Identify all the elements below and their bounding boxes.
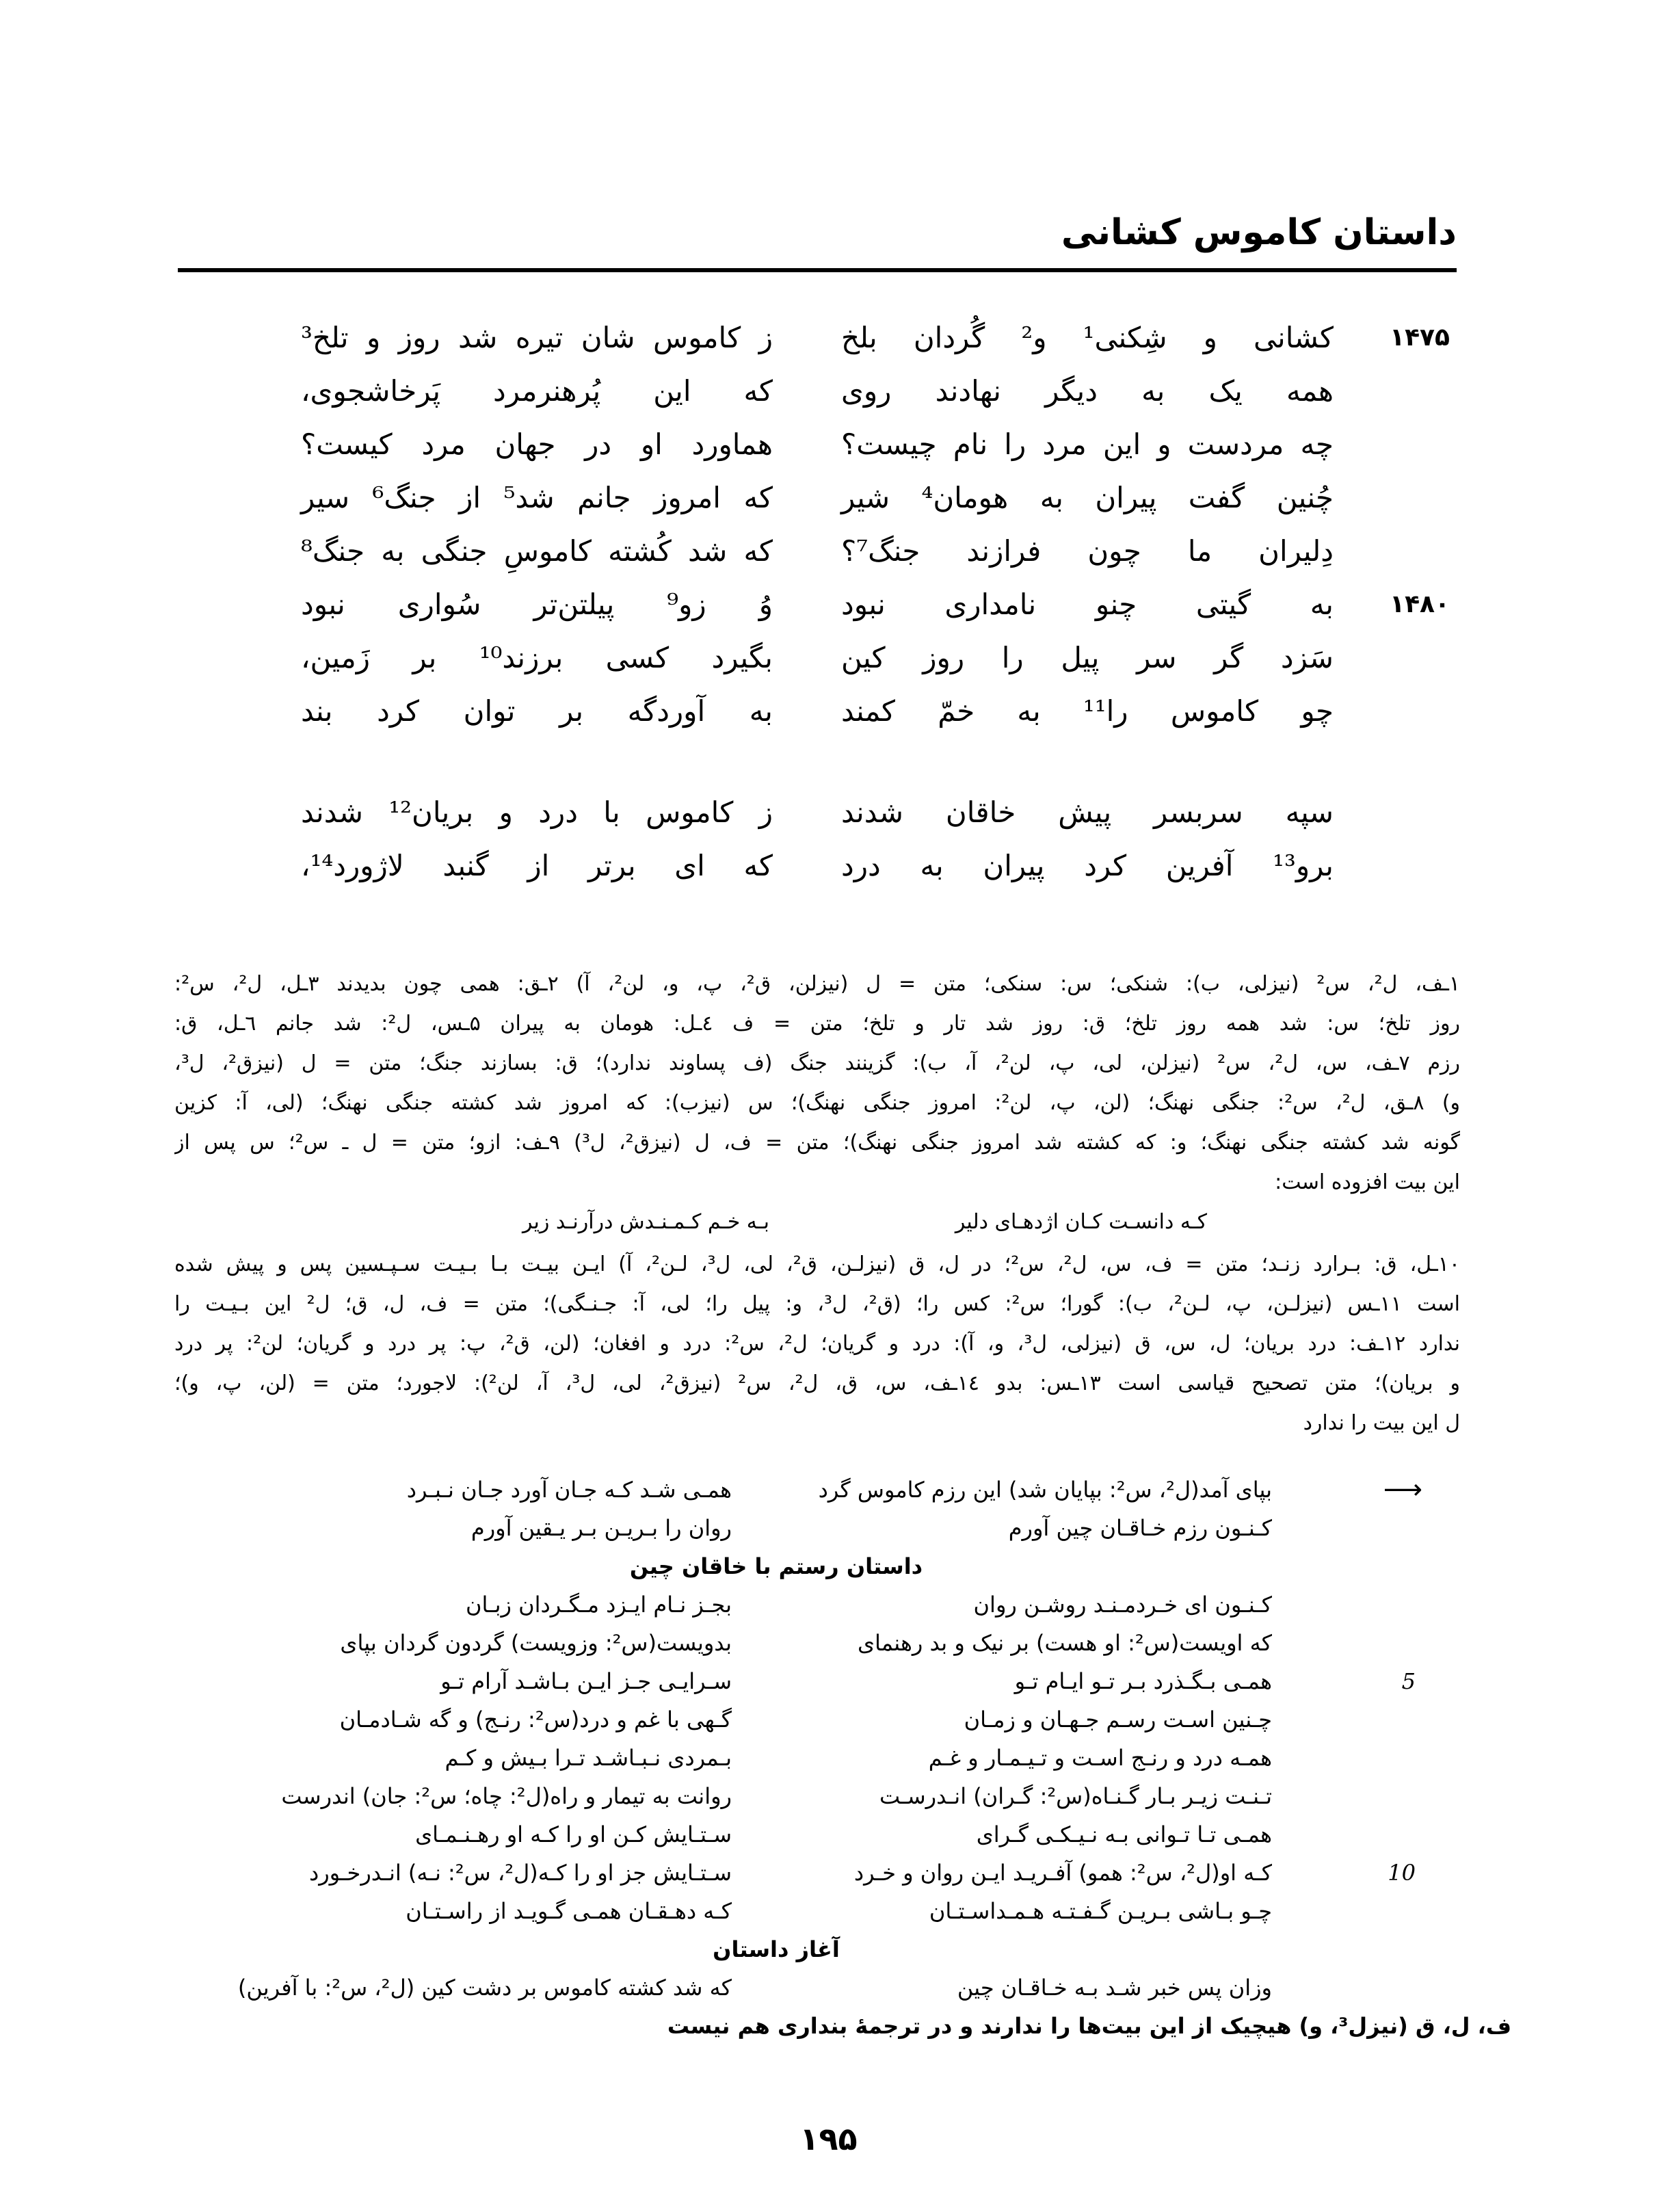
verse-row	[301, 685, 1477, 738]
footnotes	[174, 964, 1460, 1443]
appendix-row	[260, 1471, 1470, 1509]
hemistich-second: روان را بـریـن بـر یـقین آورم	[470, 1515, 732, 1541]
arrow-right-icon: ⟶	[1383, 1474, 1422, 1505]
main-verses	[301, 311, 1477, 893]
line-marker: 10	[1388, 1860, 1416, 1886]
verse-hemistich-first: سَزد گر سر پیل را روز کین	[841, 641, 1334, 674]
verse-row	[301, 365, 1477, 418]
appendix-row	[260, 1854, 1470, 1892]
hemistich-second: گـهی با غم و درد(س²: رنـج) و گه شـادمـان	[339, 1707, 732, 1733]
verse-hemistich-second: که این پُرهنرمرد پَرخاشجوی،	[301, 374, 773, 408]
hemistich-first: همـه درد و رنـج اسـت و تـیـمـار و غـم	[928, 1745, 1272, 1771]
editorial-note: ف، ل، ق (نیزل³، و) هیچیک از این بیت‌ها را ندارند و در ترجمهٔ بنداری هم نیست	[667, 2013, 1511, 2039]
footnote-line: و) ۸ـق، ل²، س²: جنگی نهنگ؛ (لن، پ، لن²: امروز جنگی نهنگ)؛ س (نیزب): که امروز شد کشته جنگی نهنگ؛ (لی، آ: کزین	[174, 1091, 1460, 1115]
verse-hemistich-first: به گیتی چنو نامداری نبود	[841, 588, 1334, 621]
verse-row	[301, 418, 1477, 471]
hemistich-second: همـی شـد کـه جـان آورد جـان نـبـرد	[406, 1477, 732, 1503]
verse-row	[301, 525, 1477, 578]
verse-row	[301, 578, 1477, 631]
verse-row	[301, 839, 1477, 893]
verse-hemistich-first: دِلیران ما چون فرازند جنگ⁷؟	[841, 534, 1334, 568]
page-number: ۱۹۵	[799, 2120, 858, 2157]
appendix-row	[260, 1739, 1470, 1777]
footnote-line: و بریان)؛ متن تصحیح قیاسی است ۱۳ـس: بدو ۱٤ـف، س، ق، ل²، س² (نیزق²، لی، ل³، آ، لن²): لاجورد؛ متن = (لن، پ، و)؛	[174, 1371, 1460, 1395]
verse-hemistich-first: چُنین گفت پیران به هومان⁴ شیر	[841, 481, 1334, 514]
hemistich-first: کـنـون ای خـردمـنـد روشـن روان	[973, 1592, 1272, 1618]
verse-hemistich-second: به آوردگه بر توان کرد بند	[301, 694, 773, 728]
page-header	[178, 205, 1457, 271]
appendix-row	[260, 1892, 1470, 1930]
appendix-row	[260, 1700, 1470, 1739]
verse-hemistich-first: چو کاموس را¹¹ به خمّ کمند	[841, 694, 1334, 728]
section-title: آغاز داستان	[713, 1936, 840, 1962]
verse-row	[301, 786, 1477, 839]
verse-hemistich-second: وُ زو⁹ پیلتن‌تر سُواری نبود	[301, 588, 773, 621]
appendix-row	[237, 1969, 1470, 2007]
verse-number: ۱۴۸۰	[1390, 590, 1450, 618]
appendix-row	[260, 1815, 1470, 1854]
appendix-verses	[237, 1471, 1511, 2045]
verse-hemistich-second: که امروز جانم شد⁵ از جنگ⁶ سیر	[301, 481, 773, 514]
couplet-second: بـه خـم کـمـنـدش درآرنـد زیر	[522, 1210, 769, 1234]
appendix-row	[260, 1624, 1470, 1662]
hemistich-first: که اویست(س²: او هست) بر نیک و بد رهنمای	[857, 1630, 1272, 1656]
hemistich-second: سـتـایش کـن او را کـه او رهـنـمـای	[415, 1821, 732, 1847]
footnote-inserted-couplet	[174, 1202, 1460, 1245]
verse-hemistich-second: هماورد او در جهان مرد کیست؟	[301, 427, 773, 461]
footnote-line: ۱۰ـل، ق: بـرارد زنـد؛ متن = ف، س، ل²، س²؛ در ل، ق (نیزلـن، ق²، لی، ل³، لـن²، آ) ایـن بیـت بـا بـیـت سـپـسین پس و پیش شده	[174, 1252, 1460, 1276]
footnote-line: روز تلخ؛ س: شد همه روز تلخ؛ ق: روز شد تار و تلخ؛ متن = ف ٤ـل: هومان به پیران ۵ـس، ل²: شد جانم ٦ـل، ق:	[174, 1012, 1460, 1036]
hemistich-second: بجـز نـام ایـزد مـگـردان زبـان	[465, 1592, 732, 1618]
header-rule	[178, 268, 1457, 272]
footnote-line: است ۱۱ـس (نیزلـن، پ، لـن²، ب): گورا؛ س²: کس را؛ (ق²، ل³، و: پیل را؛ لی، آ: جـنـگی)؛ متن = ف، ل، ق؛ ل² این بـیـت را	[174, 1292, 1460, 1316]
verse-hemistich-first: کشانی و شِکنی¹ و² گُردان بلخ	[841, 321, 1334, 354]
hemistich-second: بـمردی نـبـاشـد تـرا بـیش و کـم	[445, 1745, 732, 1771]
footnote-line: ندارد ۱۲ـف: درد بریان؛ ل، س، ق (نیزلی، ل³، و، آ): درد و گریان؛ ل²، س²: درد و افغان؛ (لن، ق²، پ: پر درد و گریان؛ لن²: پر درد	[174, 1332, 1460, 1356]
verse-hemistich-second: که ای برتر از گنبد لاژورد¹⁴،	[301, 849, 773, 882]
verse-hemistich-first: برو¹³ آفرین کرد پیران به درد	[841, 849, 1334, 882]
hemistich-first: همـی بـگـذرد بـر تـو ایـام تـو	[1014, 1668, 1272, 1694]
hemistich-first: همـی تـا تـوانی بـه نـیـکـی گـرای	[976, 1821, 1272, 1847]
appendix-row	[260, 1662, 1470, 1700]
hemistich-first: کـنـون رزم خـاقـان چین آورم	[1008, 1515, 1272, 1541]
hemistich-first: چـنین اسـت رسـم جـهـان و زمـان	[964, 1707, 1272, 1733]
footnote-line: ل این بیت را ندارد	[1303, 1411, 1460, 1435]
hemistich-first: وزان پس خبر شـد بـه خـاقـان چین	[957, 1975, 1272, 2001]
hemistich-second: کـه دهـقـان همـی گـویـد از راسـتـان	[406, 1898, 732, 1924]
verse-row	[301, 631, 1477, 685]
footnote-line: این بیت افزوده است:	[1275, 1170, 1460, 1194]
verse-hemistich-first: سپه سربسر پیش خاقان شدند	[841, 795, 1334, 829]
hemistich-second: سـرایـی جـز ایـن بـاشـد آرام تـو	[440, 1668, 732, 1694]
hemistich-first: بپای آمد(ل²، س²: بپایان شد) این رزم کاموس گرد	[818, 1477, 1272, 1503]
hemistich-second: سـتـایش جز او را کـه(ل²، س²: نـه) انـدرخـورد	[308, 1860, 732, 1886]
section-title: داستان رستم با خاقان چین	[629, 1553, 923, 1579]
verse-hemistich-first: چه مردست و این مرد را نام چیست؟	[841, 427, 1334, 461]
verse-hemistich-second: ز کاموس با درد و بریان¹² شدند	[301, 795, 773, 829]
verse-hemistich-second: که شد کُشته کاموسِ جنگی به جنگ⁸	[301, 534, 773, 568]
footnote-line: رزم ۷ـف، س، ل²، س² (نیزلن، لی، پ، لن²، آ، ب): گزینند جنگ (ف پساوند ندارد)؛ ق: بسازند جنگ؛ متن = ل (نیزق²، ل³،	[174, 1051, 1460, 1075]
verse-row	[301, 311, 1477, 365]
couplet-first: کـه دانسـت کـان اژدهـای دلیر	[955, 1210, 1207, 1234]
verse-hemistich-second: ز کاموس شان تیره شد روز و تلخ³	[301, 321, 773, 354]
footnote-line: گونه شد کشته جنگی نهنگ؛ و: که کشته شد امروز جنگی نهنگ)؛ متن = ف، ل (نیزق²، ل³) ۹ـف: ازو؛ متن = ل ـ س²؛ س پس از	[174, 1131, 1460, 1155]
hemistich-second: که شد کشته کاموس بر دشت کین (ل²، س²: با آفرین)	[237, 1975, 732, 2001]
running-title: داستان کاموس کشانی	[1061, 212, 1457, 253]
appendix-row	[260, 1585, 1470, 1624]
footnote-line: ۱ـف، ل²، س² (نیزلی، ب): شنکی؛ س: سنکی؛ متن = ل (نیزلن، ق²، پ، و، لن²، آ) ۲ـق: همی چون بدیدند ۳ـل، ل²، س²:	[174, 972, 1460, 996]
appendix-row	[260, 1509, 1470, 1547]
hemistich-first: تـنـت زیـر بـار گـنـاه(س²: گـران) انـدرسـت	[879, 1783, 1272, 1809]
hemistich-second: بدویست(س²: وزویست) گردون گردان بپای	[340, 1630, 732, 1656]
verse-hemistich-first: همه یک به دیگر نهادند روی	[841, 374, 1334, 408]
verse-hemistich-second: بگیرد کسی برزند¹⁰ بر زَمین،	[301, 641, 773, 674]
hemistich-second: روانت به تیمار و راه(ل²: چاه؛ س²: جان) اندرست	[281, 1783, 732, 1809]
hemistich-first: چـو بـاشی بـریـن گـفـتـه هـمـداسـتـان	[929, 1898, 1272, 1924]
verse-row	[301, 471, 1477, 525]
hemistich-first: کـه او(ل²، س²: همو) آفـریـد ایـن روان و خـرد	[853, 1860, 1272, 1886]
verse-number: ۱۴۷۵	[1390, 324, 1450, 352]
appendix-row	[260, 1777, 1470, 1815]
line-marker: 5	[1401, 1668, 1416, 1694]
